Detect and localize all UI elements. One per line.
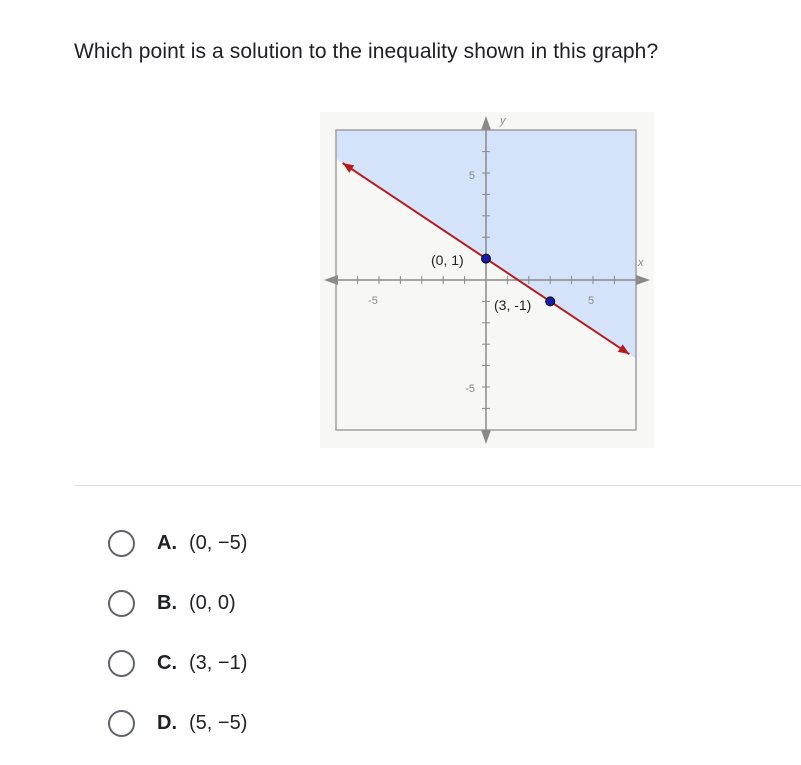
radio-button-a[interactable] xyxy=(108,530,135,557)
answer-options xyxy=(108,525,247,765)
point-label-0-1: (0, 1) xyxy=(431,252,464,268)
tick-label-y-5: 5 xyxy=(468,170,475,182)
y-axis-label: y xyxy=(500,115,506,127)
option-d-text: (5, −5) xyxy=(189,711,248,734)
option-b-letter: B. xyxy=(157,591,177,614)
point-0-1 xyxy=(482,254,491,263)
radio-button-b[interactable] xyxy=(108,590,135,617)
option-c-letter: C. xyxy=(157,651,177,674)
option-a[interactable] xyxy=(108,525,247,561)
option-b-text: (0, 0) xyxy=(189,591,236,614)
point-label-3-neg1: (3, -1) xyxy=(494,297,532,313)
option-a-letter: A. xyxy=(157,531,177,554)
x-axis-label: x xyxy=(638,257,644,269)
radio-button-c[interactable] xyxy=(108,650,135,677)
option-a-text: (0, −5) xyxy=(189,531,248,554)
option-d-letter: D. xyxy=(157,711,177,734)
tick-label-x-5: 5 xyxy=(587,295,595,307)
tick-label-x-neg5: -5 xyxy=(368,295,378,307)
question-text: Which point is a solution to the inequality shown in this graph? xyxy=(74,40,659,63)
option-d[interactable] xyxy=(108,705,247,741)
inequality-graph xyxy=(320,112,654,448)
graph-svg xyxy=(320,112,654,448)
tick-label-y-neg5: -5 xyxy=(465,383,475,395)
option-c-text: (3, −1) xyxy=(189,651,248,674)
option-c[interactable] xyxy=(108,645,247,681)
point-3-neg1 xyxy=(546,297,555,306)
divider xyxy=(74,485,801,486)
radio-button-d[interactable] xyxy=(108,710,135,737)
option-b[interactable] xyxy=(108,585,247,621)
